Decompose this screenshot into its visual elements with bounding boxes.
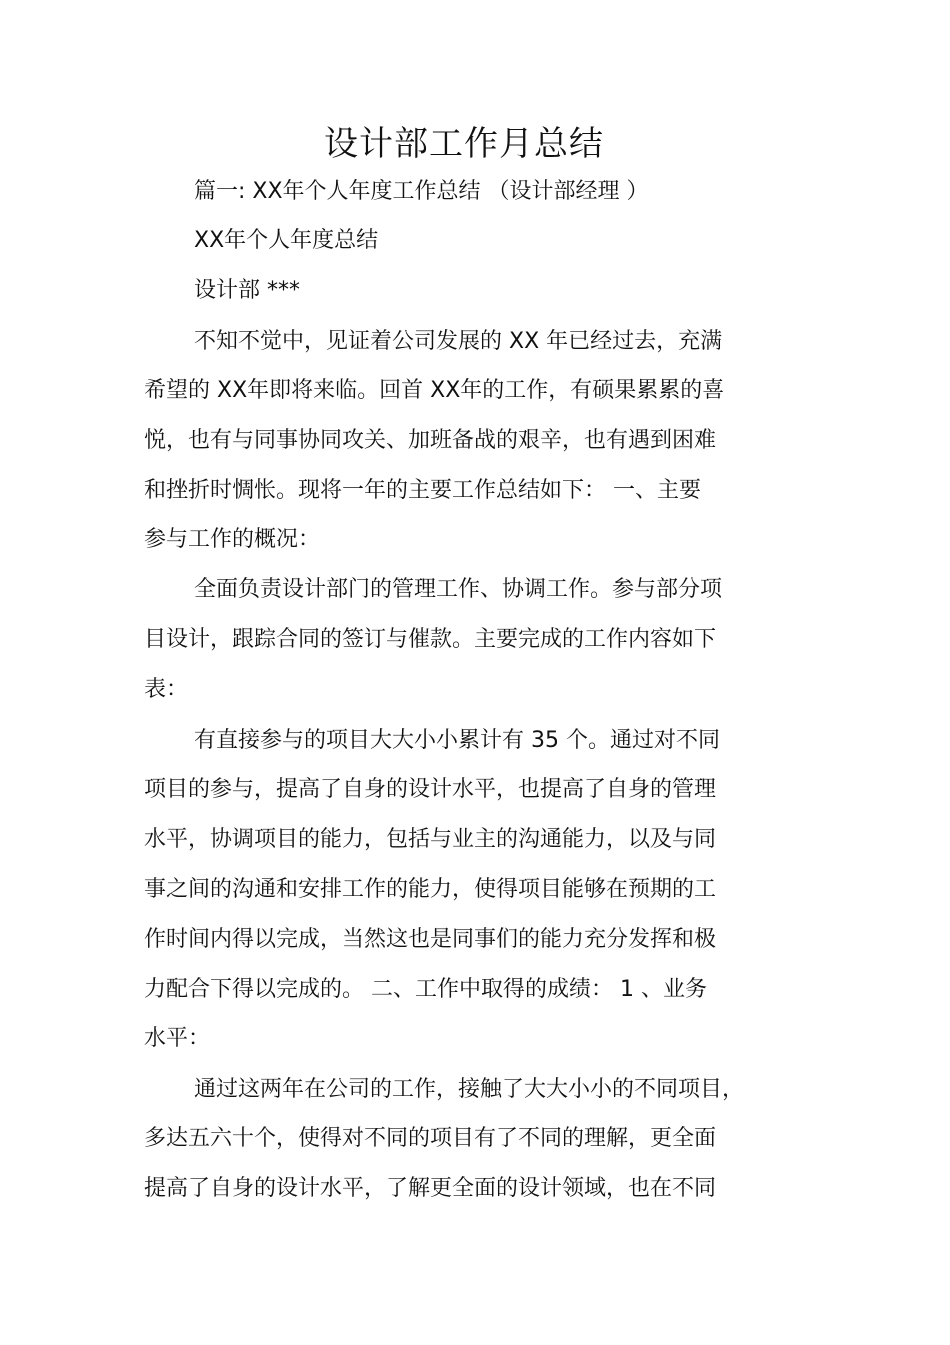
document-line: 作时间内得以完成，当然这也是同事们的能力充分发挥和极 [144, 927, 717, 952]
document-line: 表： [144, 677, 189, 702]
document-line: 提高了自身的设计水平，了解更全面的设计领域，也在不同 [144, 1176, 717, 1201]
document-line: 通过这两年在公司的工作，接触了大大小小的不同项目， [194, 1077, 745, 1102]
document-line: 力配合下得以完成的。 二、工作中取得的成绩： 1 、业务 [144, 977, 707, 1002]
document-line: 篇一: XX年个人年度工作总结 （设计部经理 ） [194, 179, 649, 204]
document-line: 和挫折时惆怅。现将一年的主要工作总结如下： 一、主要 [144, 478, 701, 503]
document-line: 多达五六十个，使得对不同的项目有了不同的理解，更全面 [144, 1126, 717, 1151]
document-line: 目设计，跟踪合同的签订与催款。主要完成的工作内容如下 [144, 627, 717, 652]
document-line: 设计部 *** [194, 278, 300, 303]
document-line: 项目的参与，提高了自身的设计水平，也提高了自身的管理 [144, 777, 717, 802]
document-line: XX年个人年度总结 [194, 228, 379, 253]
document-title: 设计部工作月总结 [324, 124, 604, 164]
document-line: 参与工作的概况： [144, 527, 321, 552]
document-line: 不知不觉中，见证着公司发展的 XX 年已经过去，充满 [194, 329, 723, 354]
document-line: 悦，也有与同事协同攻关、加班备战的艰辛，也有遇到困难 [144, 428, 717, 453]
document-line: 有直接参与的项目大大小小累计有 35 个。通过对不同 [194, 728, 720, 753]
document-line: 希望的 XX年即将来临。回首 XX年的工作，有硕果累累的喜 [144, 378, 725, 403]
document-line: 事之间的沟通和安排工作的能力，使得项目能够在预期的工 [144, 877, 717, 902]
document-line: 全面负责设计部门的管理工作、协调工作。参与部分项 [194, 577, 723, 602]
document-line: 水平： [144, 1026, 211, 1051]
document-line: 水平，协调项目的能力，包括与业主的沟通能力，以及与同 [144, 827, 717, 852]
